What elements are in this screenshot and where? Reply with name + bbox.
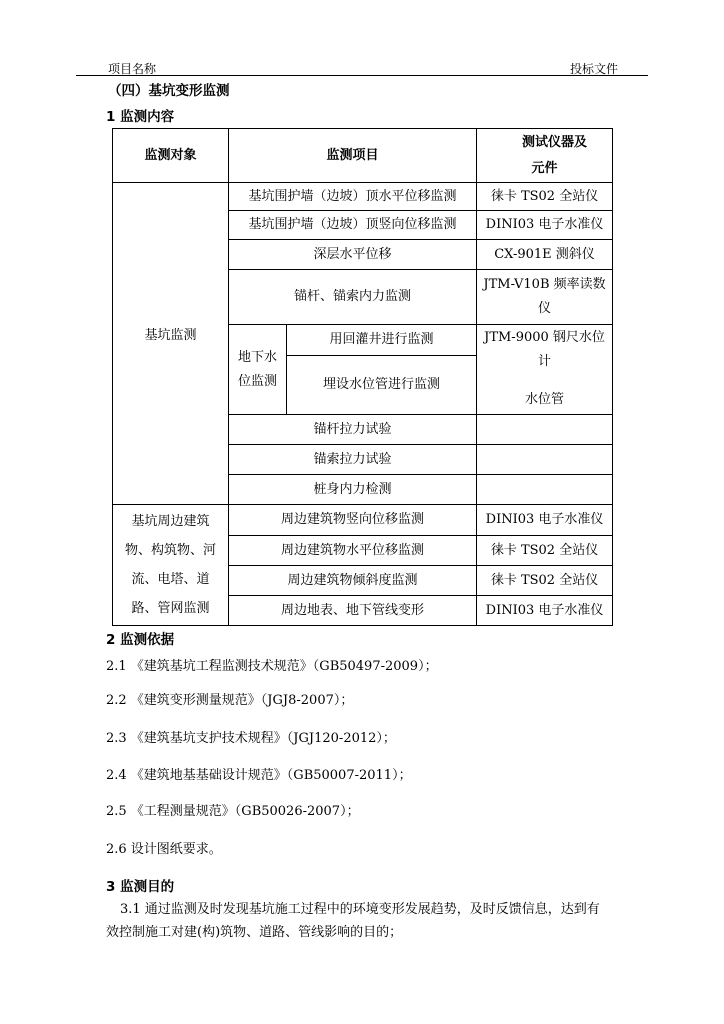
table-row xyxy=(113,183,613,211)
row-item: 周边地表、地下管线变形 xyxy=(229,596,477,626)
row-item: 桩身内力检测 xyxy=(229,475,477,505)
col-header-instrument xyxy=(477,129,613,183)
col-header-object: 监测对象 xyxy=(113,129,229,183)
reference-item: 2.2 《建筑变形测量规范》（JGJ8-2007）； xyxy=(106,693,354,708)
row-instrument: DINI03 电子水准仪 xyxy=(477,505,613,536)
row-instrument-line2: 计 xyxy=(538,354,552,369)
row-item: 锚杆拉力试验 xyxy=(229,415,477,445)
groundwater-subgroup-line2: 位监测 xyxy=(237,373,277,389)
header-document-type: 投标文件 xyxy=(569,62,618,76)
groundwater-subgroup xyxy=(229,325,287,415)
row-instrument: CX-901E 测斜仪 xyxy=(477,240,613,270)
row-instrument xyxy=(477,415,613,445)
row-item: 周边建筑物倾斜度监测 xyxy=(229,566,477,596)
row-item: 深层水平位移 xyxy=(229,240,477,270)
row-item: 基坑围护墙（边坡）顶水平位移监测 xyxy=(229,183,477,211)
section-title: （四）基坑变形监测 xyxy=(108,83,230,99)
group-surroundings-line4: 路、管网监测 xyxy=(131,601,210,616)
row-instrument xyxy=(477,475,613,505)
col-header-instrument-line2: 元件 xyxy=(531,160,558,176)
row-item: 用回灌井进行监测 xyxy=(287,325,477,356)
group-surroundings xyxy=(113,505,229,626)
monitoring-basis-heading: 2 监测依据 xyxy=(106,632,175,648)
row-instrument-line1: JTM-V10B 频率读数 xyxy=(483,277,606,292)
groundwater-subgroup-line1: 地下水 xyxy=(237,349,277,365)
reference-item: 2.1 《建筑基坑工程监测技术规范》（GB50497-2009）； xyxy=(106,659,438,674)
group-surroundings-line2: 物、构筑物、河 xyxy=(124,543,216,558)
reference-item: 2.5 《工程测量规范》（GB50026-2007）； xyxy=(106,804,360,819)
header-rule xyxy=(76,75,648,76)
table-row xyxy=(113,505,613,536)
reference-item: 2.4 《建筑地基基础设计规范》（GB50007-2011）； xyxy=(106,768,412,783)
row-instrument: DINI03 电子水准仪 xyxy=(477,211,613,240)
group-surroundings-line3: 流、电塔、道 xyxy=(131,572,210,587)
monitoring-table xyxy=(112,128,613,626)
page-header xyxy=(108,60,648,76)
row-instrument: 徕卡 TS02 全站仪 xyxy=(477,536,613,566)
reference-item: 2.3 《建筑基坑支护技术规程》（JGJ120-2012）； xyxy=(106,731,396,746)
row-item: 基坑围护墙（边坡）顶竖向位移监测 xyxy=(229,211,477,240)
row-item: 周边建筑物水平位移监测 xyxy=(229,536,477,566)
row-instrument xyxy=(477,445,613,475)
header-project-name: 项目名称 xyxy=(108,62,157,76)
row-item: 周边建筑物竖向位移监测 xyxy=(229,505,477,536)
col-header-instrument-line1: 测试仪器及 xyxy=(522,134,588,150)
row-instrument: 徕卡 TS02 全站仪 xyxy=(477,183,613,211)
row-item: 埋设水位管进行监测 xyxy=(287,356,477,415)
row-instrument-line1: JTM-9000 钢尺水位 xyxy=(484,330,605,345)
row-instrument: 徕卡 TS02 全站仪 xyxy=(477,566,613,596)
row-instrument-line2: 仪 xyxy=(538,301,552,316)
row-instrument xyxy=(477,270,613,325)
row-instrument-line3: 水位管 xyxy=(525,392,565,407)
row-instrument: DINI03 电子水准仪 xyxy=(477,596,613,626)
row-instrument xyxy=(477,325,613,415)
reference-item: 2.6 设计图纸要求。 xyxy=(106,842,222,857)
row-item: 锚索拉力试验 xyxy=(229,445,477,475)
row-item: 锚杆、锚索内力监测 xyxy=(229,270,477,325)
table-header-row xyxy=(113,129,613,183)
purpose-paragraph-line2: 效控制施工对建(构)筑物、道路、管线影响的目的； xyxy=(106,925,403,940)
group-foundation-pit: 基坑监测 xyxy=(113,183,229,505)
group-surroundings-line1: 基坑周边建筑 xyxy=(131,514,210,529)
col-header-item: 监测项目 xyxy=(229,129,477,183)
monitoring-purpose-heading: 3 监测目的 xyxy=(106,879,175,895)
purpose-paragraph-line1: 3.1 通过监测及时发现基坑施工过程中的环境变形发展趋势，及时反馈信息，达到有 xyxy=(120,902,600,917)
monitoring-content-heading: 1 监测内容 xyxy=(106,109,175,125)
